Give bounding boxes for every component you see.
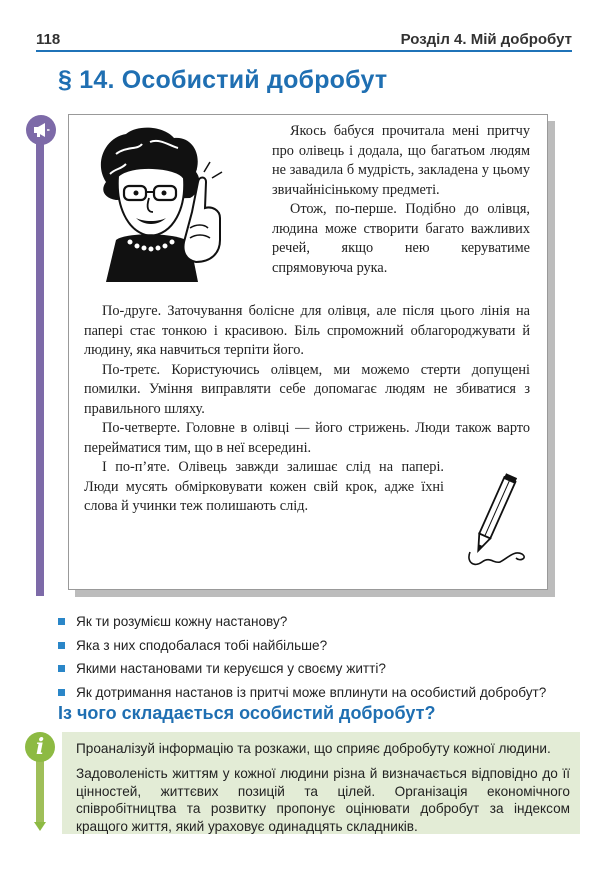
info-icon: i <box>25 732 55 762</box>
megaphone-icon <box>26 115 56 145</box>
header-rule <box>36 50 572 52</box>
info-paragraph: Задоволеність життям у кожної людини різна й визначається відповідно до її цінностей, життєвих позицій та цілей. Організація економічного співробітництва та розвитку пропонує оцінювати добробут за індексом кращого життя, який ураховує одинадцять складників. <box>76 766 570 834</box>
questions-list <box>58 610 546 704</box>
list-item: Як дотримання настанов із притчі може вплинути на особистий добробут? <box>58 681 546 705</box>
illustration-space <box>84 122 272 302</box>
bullet-icon <box>58 642 65 649</box>
story-paragraph: По-третє. Користуючись олівцем, ми можемо стерти допущені помилки. Уміння виправляти себе допомагає людям не збиватися з правильного шляху. <box>84 361 530 417</box>
bullet-icon <box>58 665 65 672</box>
story-paragraph: І по-п’яте. Олівець завжди залишає слід на папері. Люди мусять обмірковувати кожен свій крок, адже їхні слова й учинки теж полишають слід. <box>84 459 444 514</box>
story-paragraph: Отож, по-перше. Подібно до олівця, людина може створити багато важливих речей, якщо нею керуватиме спрямовуюча рука. <box>272 201 530 276</box>
bullet-icon <box>58 689 65 696</box>
page-title: § 14. Особистий добробут <box>58 66 388 94</box>
pencil-illustration <box>448 470 538 580</box>
story-paragraph: По-четверте. Головне в олівці — його стрижень. Люди також варто перейматися тим, що в неї всередині. <box>84 420 530 456</box>
info-side-bar <box>36 752 44 822</box>
info-instruction: Проаналізуй інформацію та розкажи, що сприяє добробуту кожної людини. <box>76 741 551 756</box>
list-item: Якими настановами ти керуєшся у своєму житті? <box>58 657 546 681</box>
list-item: Яка з них сподобалася тобі найбільше? <box>58 634 546 658</box>
page-number: 118 <box>36 31 61 48</box>
arrow-down-icon <box>34 822 46 831</box>
subheading: Із чого складається особистий добробут? <box>58 703 436 723</box>
story-paragraph: По-друге. Заточування болісне для олівця, але після цього лінія на папері стає тонкою і красивою. Біль спроможний облагороджувати й людину, яка навчиться терпіти його. <box>84 303 530 358</box>
story-paragraph: Якось бабуся прочитала мені притчу про олівець і додала, що багатьом людям не завадила б мудрість, закладена у цьому звичайнісінькому предметі. <box>272 123 530 198</box>
bullet-icon <box>58 618 65 625</box>
side-bar <box>36 130 44 596</box>
section-label: Розділ 4. Мій добробут <box>400 31 572 48</box>
list-item: Як ти розумієш кожну настанову? <box>58 610 546 634</box>
